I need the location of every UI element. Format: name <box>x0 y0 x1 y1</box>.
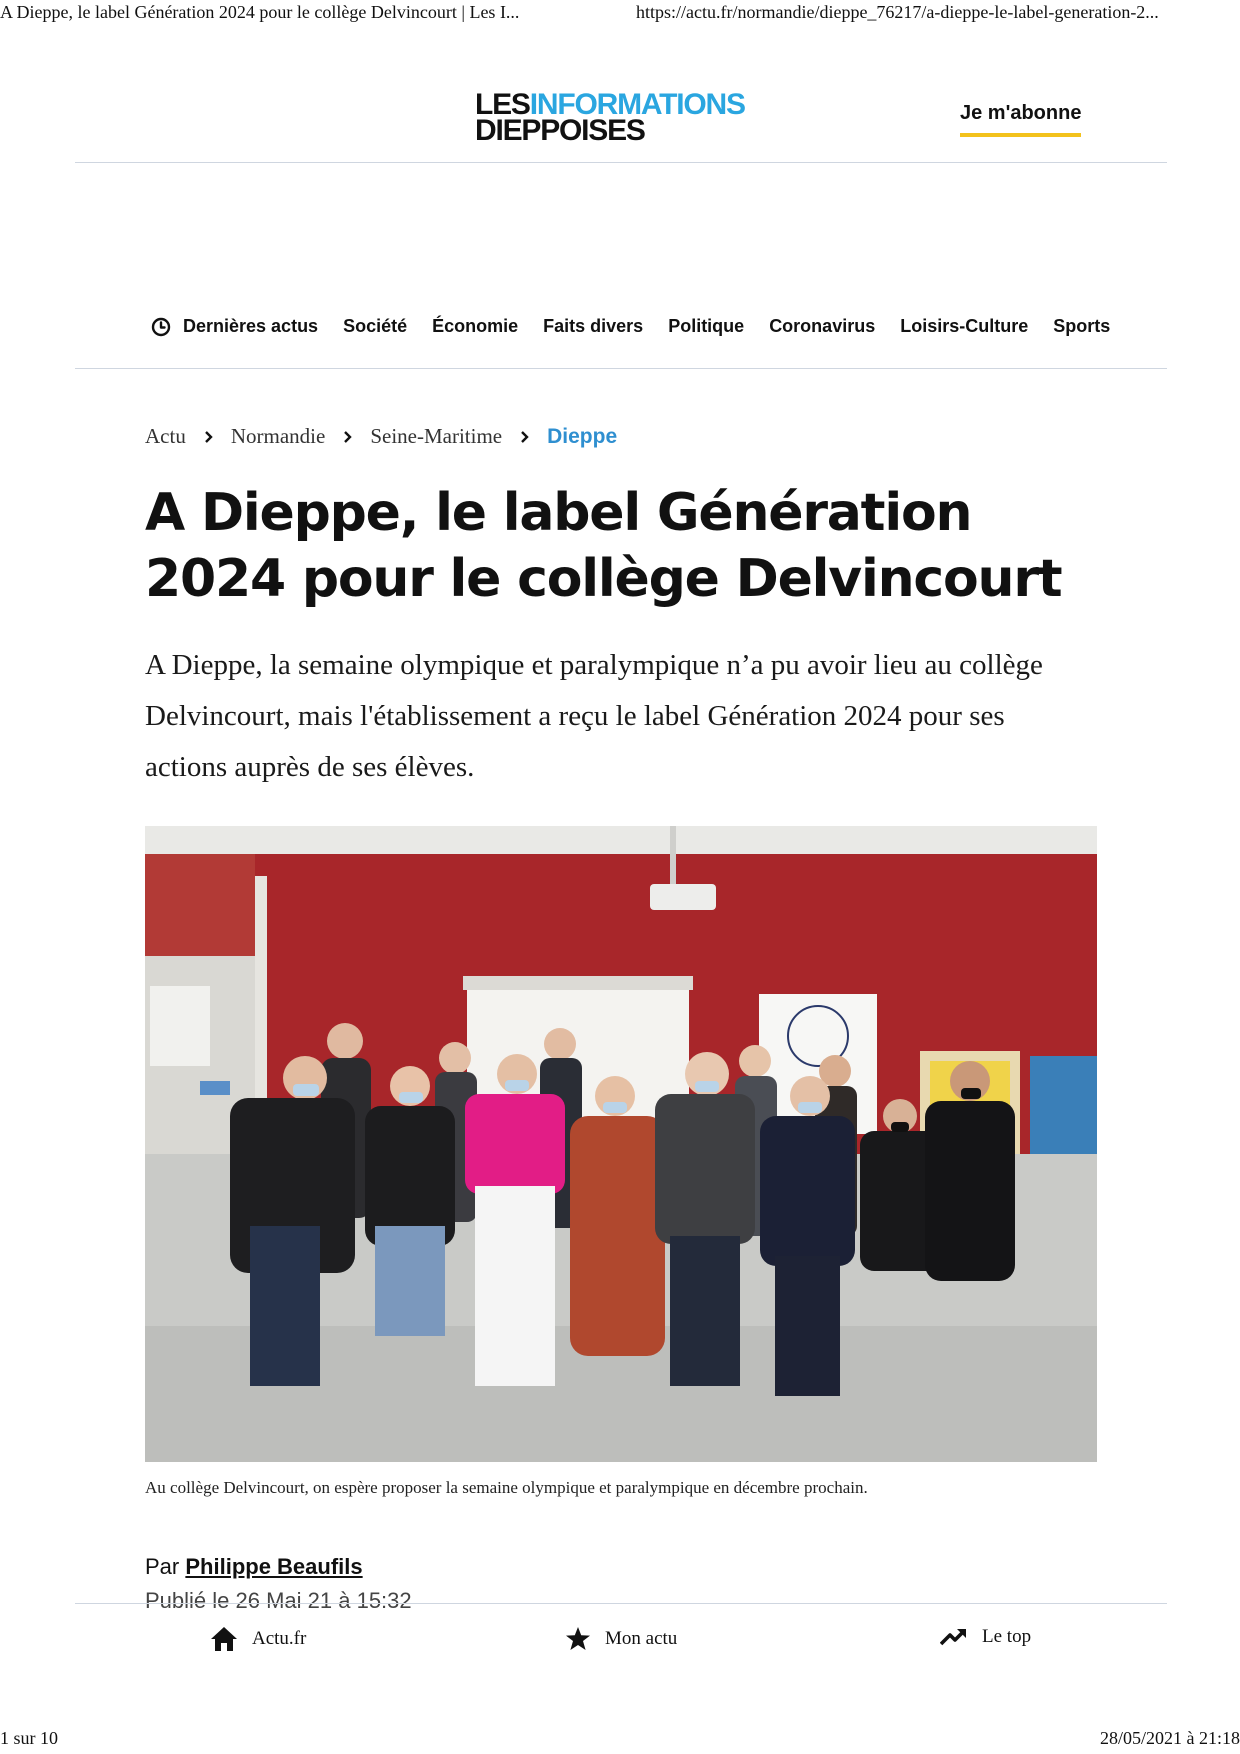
logo-dieppoises: DIEPPOISES <box>475 114 645 147</box>
logo-informations: INFORMATIONS <box>529 88 745 121</box>
article-title: A Dieppe, le label Génération 2024 pour le collège Delvincourt <box>145 483 1062 609</box>
site-header <box>75 80 1167 163</box>
nav-item-sports[interactable]: Sports <box>1053 316 1111 336</box>
byline <box>145 1554 363 1580</box>
nav-item-economie[interactable]: Économie <box>432 316 519 336</box>
logo-les: LES <box>475 88 530 121</box>
breadcrumb-actu[interactable]: Actu <box>145 424 186 448</box>
byline-prefix: Par <box>145 1554 180 1579</box>
print-page-title: A Dieppe, le label Génération 2024 pour le collège Delvincourt | Les I... <box>0 2 520 22</box>
print-header <box>0 0 1240 30</box>
home-icon <box>210 1626 238 1652</box>
main-nav <box>75 290 1167 369</box>
breadcrumb-dieppe[interactable]: Dieppe <box>547 424 618 448</box>
bottom-nav-label: Mon actu <box>605 1628 678 1649</box>
nav-item-latest[interactable] <box>151 316 318 337</box>
article-lead: A Dieppe, la semaine olympique et paralympique n’a pu avoir lieu au collège Delvincourt, mais l'établissement a reçu le label Génération 2024 pour ses actions auprès de ses élèves. <box>145 649 1043 783</box>
bottom-nav <box>75 1603 1167 1674</box>
nav-list <box>151 316 1110 337</box>
site-logo[interactable] <box>475 88 745 147</box>
bottom-nav-label: Actu.fr <box>252 1628 307 1649</box>
chevron-right-icon <box>520 430 529 444</box>
bottom-nav-actu[interactable] <box>210 1626 306 1652</box>
nav-item-politique[interactable]: Politique <box>668 316 745 336</box>
star-icon <box>565 1626 591 1652</box>
print-page-number: 1 sur 10 <box>0 1728 58 1748</box>
trending-icon <box>940 1627 968 1647</box>
nav-label: Dernières actus <box>183 316 319 336</box>
bottom-nav-mon-actu[interactable] <box>565 1626 677 1652</box>
print-url: https://actu.fr/normandie/dieppe_76217/a-dieppe-le-label-generation-2... <box>636 2 1159 22</box>
nav-item-faits-divers[interactable]: Faits divers <box>543 316 644 336</box>
breadcrumb-normandie[interactable]: Normandie <box>230 424 326 448</box>
clock-icon <box>151 317 171 337</box>
breadcrumb-seine-maritime[interactable]: Seine-Maritime <box>370 424 503 448</box>
author-link[interactable]: Philippe Beaufils <box>185 1554 363 1579</box>
print-footer <box>0 1728 1240 1754</box>
nav-item-coronavirus[interactable]: Coronavirus <box>769 316 876 336</box>
subscribe-button[interactable]: Je m'abonne <box>960 102 1081 137</box>
nav-item-loisirs-culture[interactable]: Loisirs-Culture <box>900 316 1029 336</box>
chevron-right-icon <box>343 430 352 444</box>
article-photo <box>145 826 1097 1462</box>
print-datetime: 28/05/2021 à 21:18 <box>1100 1728 1240 1748</box>
published-date: Publié le 26 Mai 21 à 15:32 <box>145 1588 412 1613</box>
chevron-right-icon <box>204 430 213 444</box>
breadcrumb <box>145 424 617 449</box>
bottom-nav-le-top[interactable] <box>940 1626 1031 1648</box>
bottom-nav-label: Le top <box>982 1626 1032 1647</box>
photo-caption: Au collège Delvincourt, on espère proposer la semaine olympique et paralympique en décembre prochain. <box>145 1478 868 1497</box>
group-photo-illustration <box>145 826 1097 1462</box>
nav-item-societe[interactable]: Société <box>343 316 408 336</box>
